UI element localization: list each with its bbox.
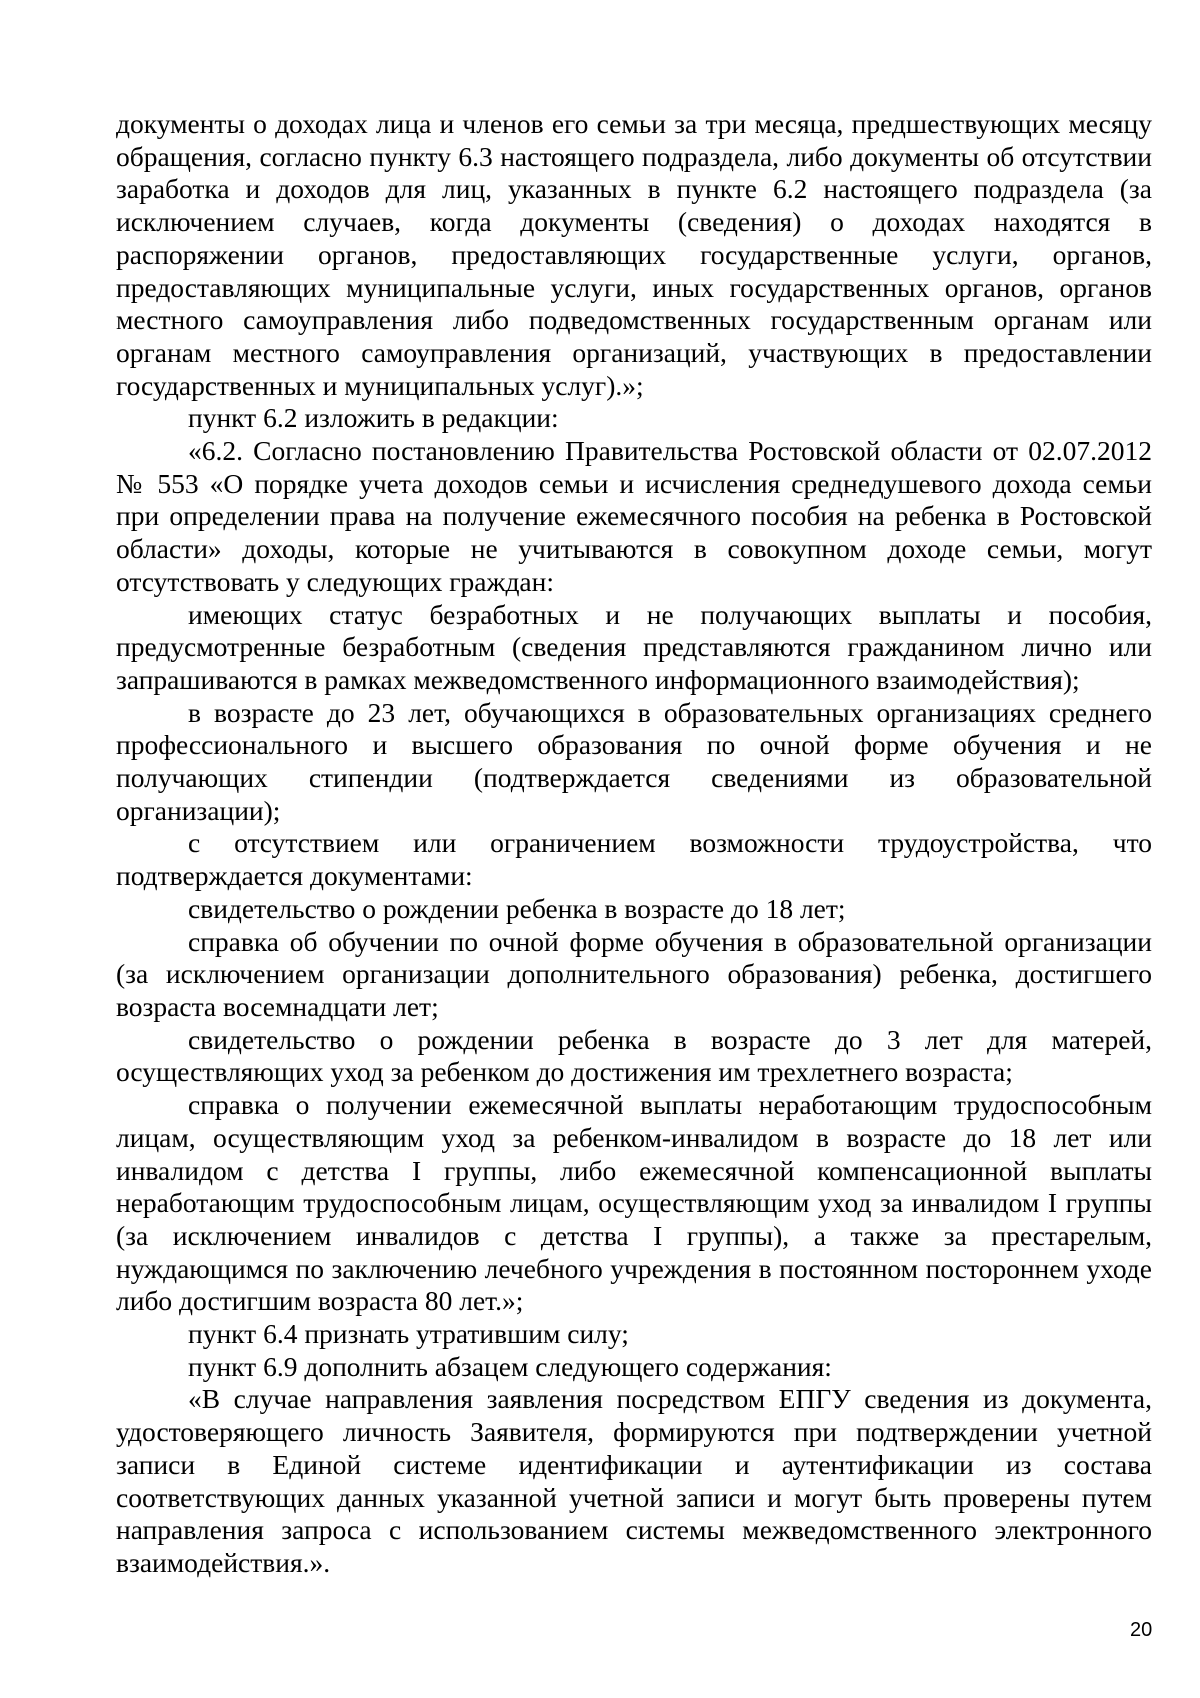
paragraph: пункт 6.2 изложить в редакции: bbox=[188, 402, 559, 434]
paragraph: справка об обучении по очной форме обучения в образовательной организации (за исключением организации дополнительного образования) ребенка, достигшего возраста восемнадцати лет; bbox=[116, 925, 1152, 1022]
paragraph: свидетельство о рождении ребенка в возрасте до 3 лет для матерей, осуществляющих уход за ребенком до достижения им трехлетнего возраста; bbox=[116, 1023, 1152, 1088]
paragraph: пункт 6.9 дополнить абзацем следующего содержания: bbox=[188, 1350, 832, 1382]
paragraph: пункт 6.4 признать утратившим силу; bbox=[188, 1318, 629, 1350]
paragraph: имеющих статус безработных и не получающих выплаты и пособия, предусмотренные безработным (сведения представляются гражданином лично или запрашиваются в рамках межведомственного информационного взаимодействия); bbox=[116, 598, 1152, 695]
paragraph: документы о доходах лица и членов его семьи за три месяца, предшествующих месяцу обращения, согласно пункту 6.3 настоящего подраздела, либо документы об отсутствии заработка и доходов для лиц, указанных в пункте 6.2 настоящего подраздела (за исключением случаев, когда документы (сведения) о доходах находятся в распоряжении органов, предоставляющих государственные услуги, органов, предоставляющих муниципальные услуги, иных государственных органов, органов местного самоуправления либо подведомственных государственным органам или органам местного самоуправления организаций, участвующих в предоставлении государственных и муниципальных услуг).»; bbox=[116, 108, 1152, 401]
paragraph: справка о получении ежемесячной выплаты неработающим трудоспособным лицам, осуществляющим уход за ребенком-инвалидом в возрасте до 18 лет или инвалидом с детства I группы, либо ежемесячной компенсационной выплаты неработающим трудоспособным лицам, осуществляющим уход за инвалидом I группы (за исключением инвалидов с детства I группы), а также за престарелым, нуждающимся по заключению лечебного учреждения в постоянном постороннем уходе либо достигшим возраста 80 лет.»; bbox=[116, 1089, 1152, 1317]
paragraph: «6.2. Согласно постановлению Правительства Ростовской области от 02.07.2012 № 553 «О порядке учета доходов семьи и исчисления среднедушевого дохода семьи при определении права на получение ежемесячного пособия на ребенка в Ростовской области» доходы, которые не учитываются в совокупном доходе семьи, могут отсутствовать у следующих граждан: bbox=[116, 435, 1152, 597]
paragraph: «В случае направления заявления посредством ЕПГУ сведения из документа, удостоверяющего личность Заявителя, формируются при подтверждении учетной записи в Единой системе идентификации и аутентификации из состава соответствующих данных указанной учетной записи и могут быть проверены путем направления запроса с использованием системы межведомственного электронного взаимодействия.». bbox=[116, 1383, 1152, 1578]
paragraph: в возрасте до 23 лет, обучающихся в образовательных организациях среднего профессионального и высшего образования по очной форме обучения и не получающих стипендии (подтверждается сведениями из образовательной организации); bbox=[116, 696, 1152, 826]
page-number: 20 bbox=[1130, 1619, 1153, 1641]
document-body bbox=[116, 108, 1152, 1580]
paragraph: с отсутствием или ограничением возможности трудоустройства, что подтверждается документами: bbox=[116, 827, 1152, 892]
paragraph: свидетельство о рождении ребенка в возрасте до 18 лет; bbox=[188, 892, 846, 924]
